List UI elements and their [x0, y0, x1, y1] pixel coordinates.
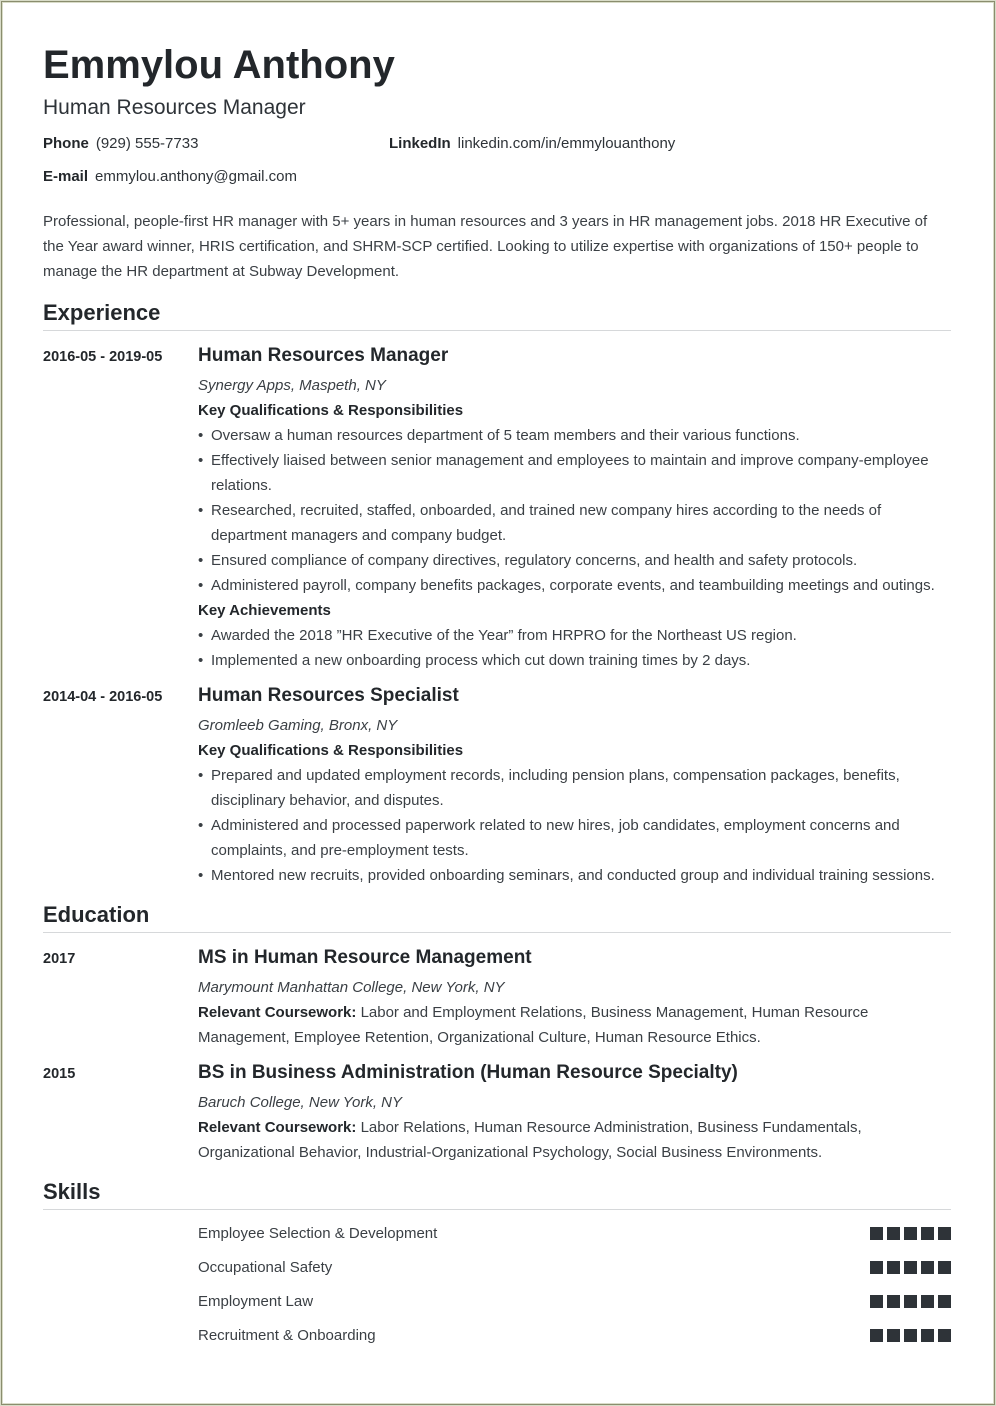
phone-label: Phone: [43, 135, 89, 152]
education-entry: [43, 945, 951, 1050]
contact-email: [43, 168, 297, 185]
candidate-name: Emmylou Anthony: [43, 43, 395, 87]
achievements-heading: Key Achievements: [198, 602, 331, 619]
skill-level-square: [887, 1329, 900, 1342]
skill-level-square: [921, 1261, 934, 1274]
skill-level-square: [870, 1227, 883, 1240]
skill-level-square: [887, 1261, 900, 1274]
degree-title: BS in Business Administration (Human Resource Specialty): [198, 1062, 738, 1083]
qualification-item: • Oversaw a human resources department of 5 team members and their various functions.: [198, 423, 951, 448]
skill-level-square: [870, 1329, 883, 1342]
job-company: Synergy Apps, Maspeth, NY: [198, 377, 386, 394]
school-name: Marymount Manhattan College, New York, NY: [198, 979, 505, 996]
skill-row: [198, 1284, 951, 1318]
achievement-item: • Implemented a new onboarding process which cut down training times by 2 days.: [198, 648, 951, 673]
skill-level-square: [921, 1295, 934, 1308]
school-name: Baruch College, New York, NY: [198, 1094, 402, 1111]
phone-value: (929) 555-7733: [95, 135, 199, 152]
qualification-item: • Administered and processed paperwork related to new hires, job candidates, employment concerns and complaints, and pre-employment tests.: [198, 813, 951, 863]
achievements-list: [198, 623, 951, 673]
contact-linkedin: [389, 135, 675, 152]
graduation-year: 2017: [43, 951, 76, 967]
job-title: Human Resources Manager: [43, 96, 306, 119]
skill-level-square: [938, 1261, 951, 1274]
job-dates: 2014-04 - 2016-05: [43, 689, 163, 705]
qualification-item: • Mentored new recruits, provided onboarding seminars, and conducted group and individual training sessions.: [198, 863, 951, 888]
coursework: [198, 1000, 951, 1050]
skill-row: [198, 1250, 951, 1284]
job-role: Human Resources Specialist: [198, 685, 459, 706]
education-heading: Education: [43, 902, 951, 933]
skill-name: Employee Selection & Development: [198, 1224, 438, 1242]
skill-name: Employment Law: [198, 1292, 314, 1310]
skill-level-rating: [870, 1261, 951, 1274]
education-details: [198, 1060, 951, 1165]
skill-level-square: [904, 1227, 917, 1240]
skill-level-square: [870, 1295, 883, 1308]
job-role: Human Resources Manager: [198, 345, 449, 366]
qualifications-heading: Key Qualifications & Responsibilities: [198, 742, 464, 759]
email-label: E-mail: [43, 168, 89, 185]
coursework: [198, 1115, 951, 1165]
qualifications-list: [198, 423, 951, 598]
qualification-item: • Prepared and updated employment records, including pension plans, compensation packages, benefits, disciplinary behavior, and disputes.: [198, 763, 951, 813]
education-details: [198, 945, 951, 1050]
graduation-year: 2015: [43, 1066, 76, 1082]
coursework-label: Relevant Coursework:: [198, 1004, 357, 1021]
qualification-item: • Administered payroll, company benefits packages, corporate events, and teambuilding meetings and outings.: [198, 573, 951, 598]
qualification-item: • Effectively liaised between senior management and employees to maintain and improve company-employee relations.: [198, 448, 951, 498]
skill-level-rating: [870, 1227, 951, 1240]
experience-entry: [43, 343, 951, 673]
achievement-item: • Awarded the 2018 ”HR Executive of the Year” from HRPRO for the Northeast US region.: [198, 623, 951, 648]
experience-list: [43, 343, 951, 888]
coursework-text: Labor and Employment Relations, Business Management, Human Resource Management, Employee Retention, Organizational Culture, Human Resource Ethics.: [198, 1004, 869, 1046]
experience-heading: Experience: [43, 300, 951, 331]
coursework-text: Labor Relations, Human Resource Administration, Business Fundamentals, Organizational Behavior, Industrial-Organizational Psychology, Social Business Environments.: [198, 1119, 862, 1161]
skill-level-square: [938, 1295, 951, 1308]
skill-level-square: [921, 1227, 934, 1240]
skill-level-rating: [870, 1329, 951, 1342]
skill-level-square: [904, 1261, 917, 1274]
skill-row: [198, 1318, 951, 1352]
email-link[interactable]: emmylou.anthony@gmail.com: [95, 168, 297, 185]
job-company: Gromleeb Gaming, Bronx, NY: [198, 717, 398, 734]
qualifications-list: [198, 763, 951, 888]
qualification-item: • Ensured compliance of company directives, regulatory concerns, and health and safety protocols.: [198, 548, 951, 573]
education-list: [43, 945, 951, 1165]
degree-title: MS in Human Resource Management: [198, 947, 532, 968]
skills-heading: Skills: [43, 1179, 951, 1210]
skill-level-square: [887, 1295, 900, 1308]
skill-name: Recruitment & Onboarding: [198, 1326, 376, 1344]
job-details: [198, 343, 951, 673]
linkedin-link[interactable]: linkedin.com/in/emmylouanthony: [457, 135, 676, 152]
contact-block: [43, 135, 951, 215]
contact-phone: [43, 135, 198, 152]
education-entry: [43, 1060, 951, 1165]
skill-level-square: [904, 1295, 917, 1308]
skill-level-square: [870, 1261, 883, 1274]
linkedin-label: LinkedIn: [389, 135, 451, 152]
skill-level-square: [938, 1227, 951, 1240]
job-dates: 2016-05 - 2019-05: [43, 349, 163, 365]
qualifications-heading: Key Qualifications & Responsibilities: [198, 402, 464, 419]
skill-level-square: [887, 1227, 900, 1240]
skill-level-square: [904, 1329, 917, 1342]
skills-list: [43, 1216, 951, 1352]
skill-level-square: [938, 1329, 951, 1342]
coursework-label: Relevant Coursework:: [198, 1119, 357, 1136]
skill-level-square: [921, 1329, 934, 1342]
skill-name: Occupational Safety: [198, 1258, 333, 1276]
skill-row: [198, 1216, 951, 1250]
skill-level-rating: [870, 1295, 951, 1308]
profile-summary: Professional, people-first HR manager with 5+ years in human resources and 3 years in HR management jobs. 2018 HR Executive of the Year award winner, HRIS certification, and SHRM-SCP certified. Looking to utilize expertise with organizations of 150+ people to manage the HR department at Subway Development.: [43, 213, 928, 280]
qualification-item: • Researched, recruited, staffed, onboarded, and trained new company hires according to the needs of department managers and company budget.: [198, 498, 951, 548]
job-details: [198, 683, 951, 888]
experience-entry: [43, 683, 951, 888]
